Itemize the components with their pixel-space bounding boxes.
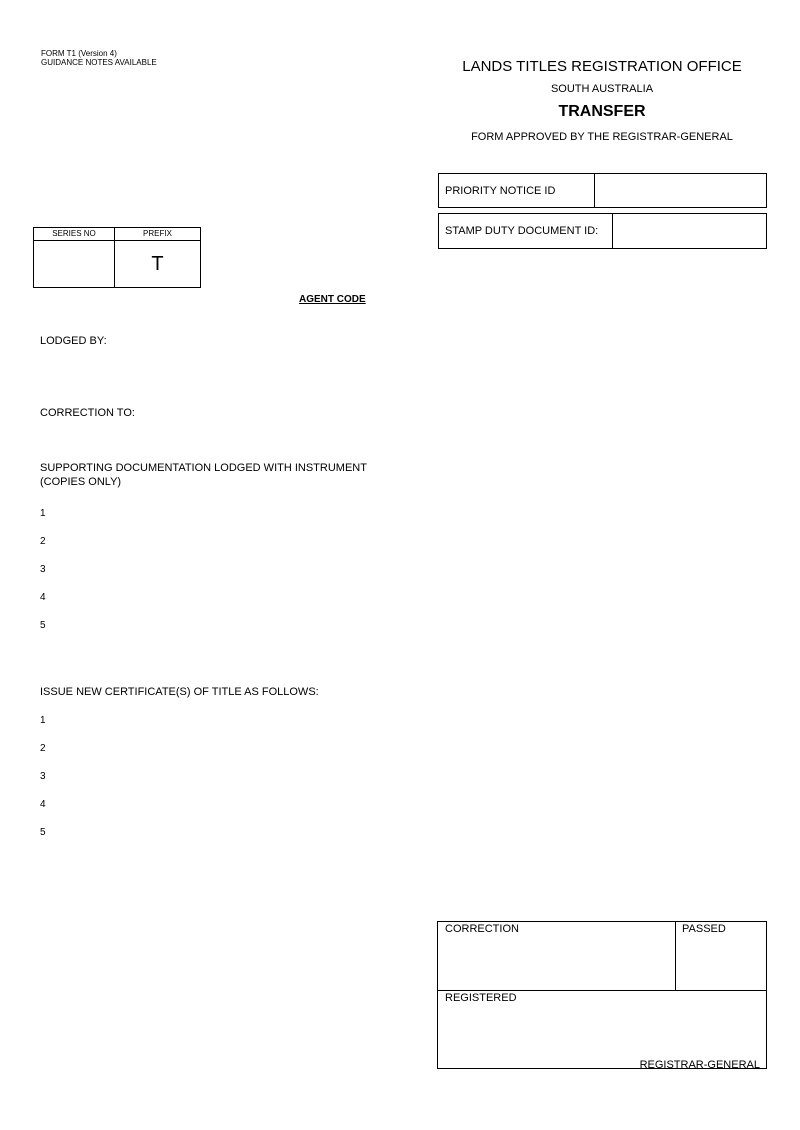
agent-code-label: AGENT CODE [299,294,366,305]
stamp-duty-box [438,213,767,249]
supporting-documents-list [40,508,46,648]
list-item: 5 [40,620,46,631]
list-item: 3 [40,771,46,782]
office-use-box [437,921,767,1069]
document-title: TRANSFER [558,103,646,120]
prefix-value: T [151,253,164,275]
registered-label: REGISTERED [445,992,517,1004]
guidance-notes-note: GUIDANCE NOTES AVAILABLE [41,58,157,67]
priority-notice-field[interactable] [595,174,766,207]
office-title: LANDS TITLES REGISTRATION OFFICE [462,58,742,75]
form-version: FORM T1 (Version 4) [41,49,117,58]
series-prefix-table [33,227,201,288]
list-item: 5 [40,827,46,838]
list-item: 1 [40,508,46,519]
list-item: 1 [40,715,46,726]
office-state: SOUTH AUSTRALIA [550,83,654,95]
issue-certificates-heading: ISSUE NEW CERTIFICATE(S) OF TITLE AS FOLLOWS: [40,686,319,698]
list-item: 2 [40,536,46,547]
registrar-general-label: REGISTRAR-GENERAL [639,1059,760,1071]
registered-cell [438,991,766,1071]
form-identifier [41,49,157,67]
certificates-list [40,715,46,855]
prefix-header: PREFIX [143,229,172,238]
stamp-duty-label: STAMP DUTY DOCUMENT ID: [439,214,613,248]
supporting-documentation-heading [40,461,367,489]
lodged-by-label: LODGED BY: [40,335,107,347]
list-item: 4 [40,799,46,810]
correction-cell: CORRECTION [438,922,676,990]
list-item: 3 [40,564,46,575]
approval-statement: FORM APPROVED BY THE REGISTRAR-GENERAL [471,131,733,143]
priority-notice-box [438,173,767,208]
list-item: 4 [40,592,46,603]
series-no-field[interactable] [34,241,115,287]
stamp-duty-field[interactable] [613,214,766,248]
series-no-header: SERIES NO [34,228,115,240]
priority-notice-label: PRIORITY NOTICE ID [439,174,595,207]
passed-cell: PASSED [682,923,726,935]
supporting-heading-subline: (COPIES ONLY) [40,476,122,488]
list-item: 2 [40,743,46,754]
supporting-heading-line: SUPPORTING DOCUMENTATION LODGED WITH INSTRUMENT [40,462,367,474]
correction-to-label: CORRECTION TO: [40,407,135,419]
